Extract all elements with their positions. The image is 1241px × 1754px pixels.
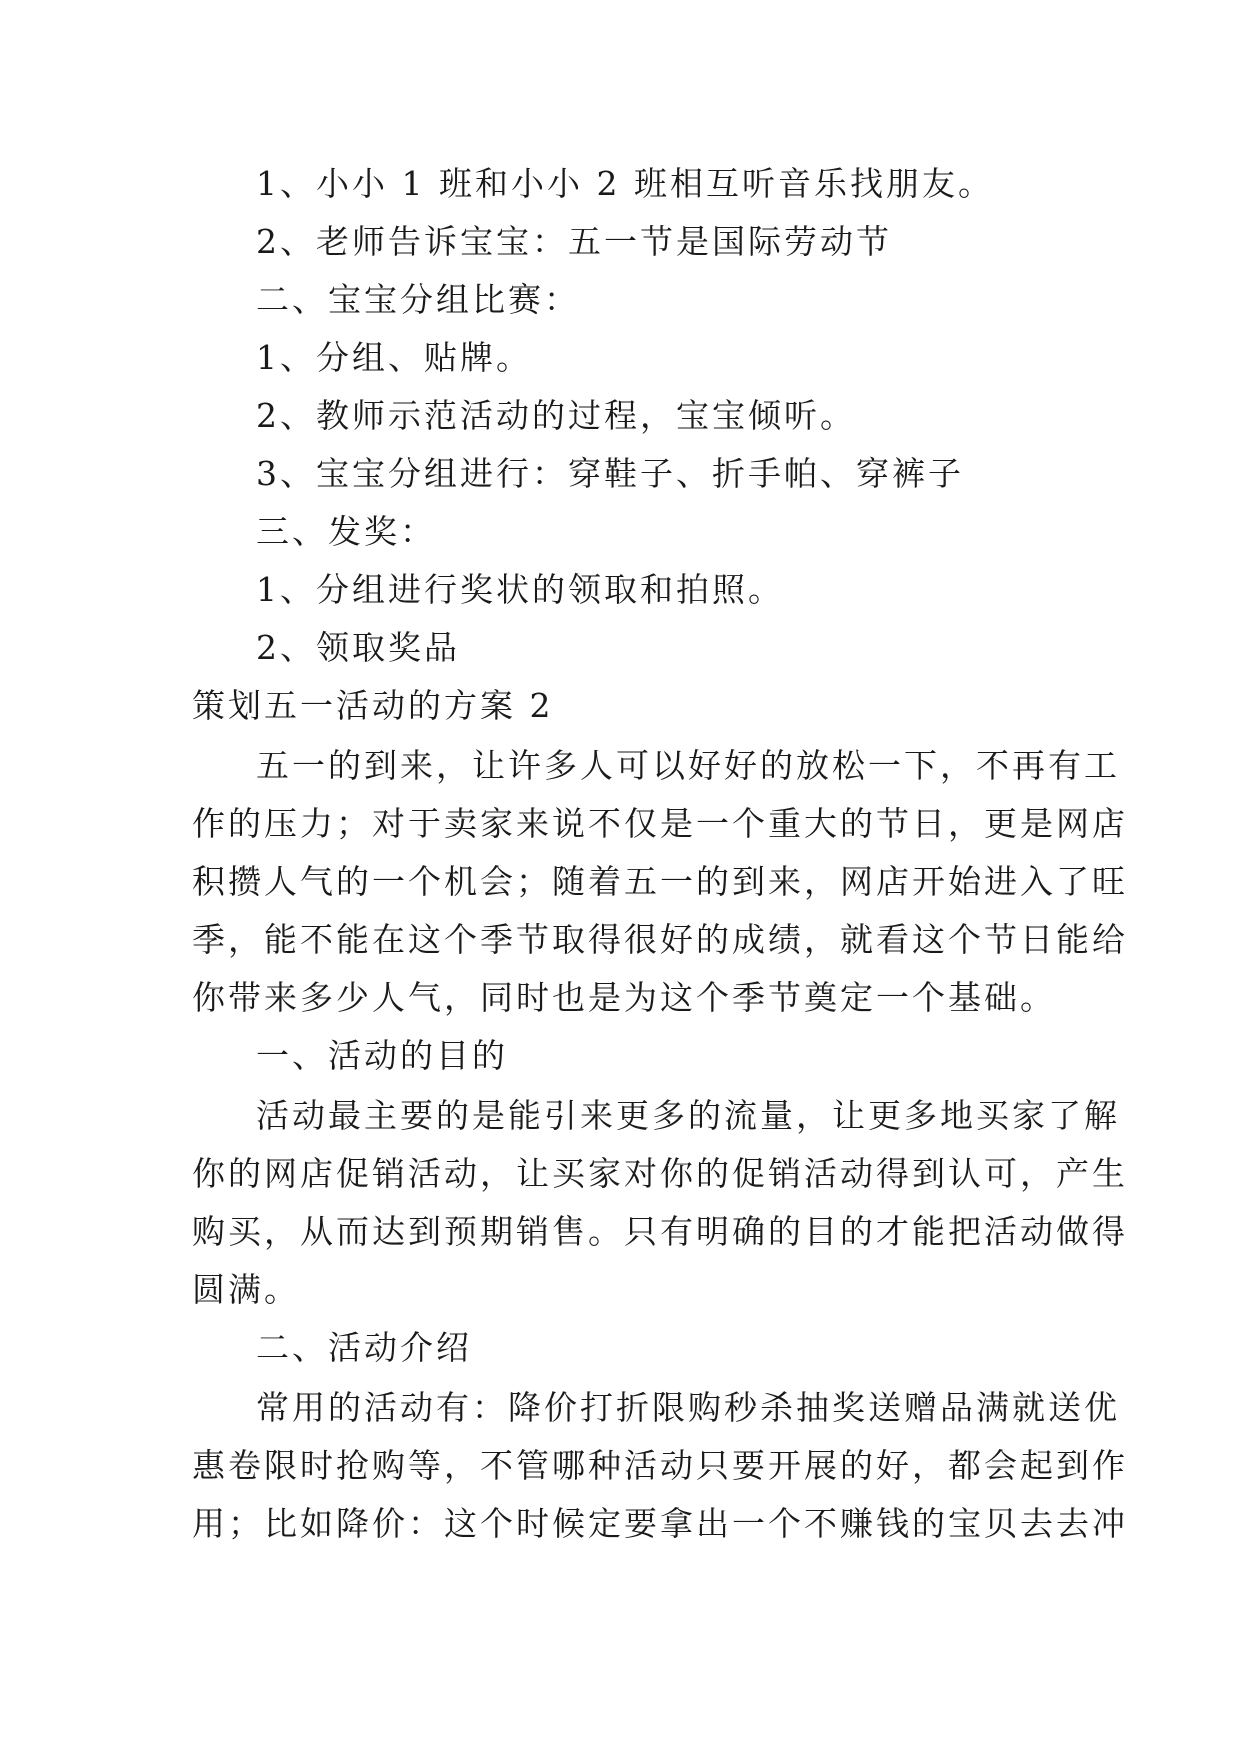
list-item: 2、老师告诉宝宝：五一节是国际劳动节 xyxy=(256,222,892,261)
paragraph-line: 你的网店促销活动，让买家对你的促销活动得到认可，产生 xyxy=(192,1154,1128,1193)
list-item: 1、分组进行奖状的领取和拍照。 xyxy=(256,570,784,609)
paragraph-line: 圆满。 xyxy=(192,1270,300,1309)
paragraph-line: 惠卷限时抢购等，不管哪种活动只要开展的好，都会起到作 xyxy=(192,1446,1128,1485)
paragraph-line: 季，能不能在这个季节取得很好的成绩，就看这个节日能给 xyxy=(192,920,1128,959)
paragraph-line: 五一的到来，让许多人可以好好的放松一下，不再有工 xyxy=(256,746,1120,785)
paragraph-line: 用；比如降价：这个时候定要拿出一个不赚钱的宝贝去去冲 xyxy=(192,1504,1128,1543)
paragraph-line: 购买，从而达到预期销售。只有明确的目的才能把活动做得 xyxy=(192,1212,1128,1251)
list-item: 1、分组、贴牌。 xyxy=(256,338,532,377)
list-item: 3、宝宝分组进行：穿鞋子、折手帕、穿裤子 xyxy=(256,454,964,493)
section-heading: 三、发奖： xyxy=(256,512,436,551)
paragraph-line: 活动最主要的是能引来更多的流量，让更多地买家了解 xyxy=(256,1096,1120,1135)
section-heading: 二、活动介绍 xyxy=(256,1328,472,1367)
list-item: 1、小小 1 班和小小 2 班相互听音乐找朋友。 xyxy=(256,164,994,203)
section-heading: 二、宝宝分组比赛： xyxy=(256,280,580,319)
paragraph-line: 常用的活动有：降价打折限购秒杀抽奖送赠品满就送优 xyxy=(256,1388,1120,1427)
list-item: 2、领取奖品 xyxy=(256,628,460,667)
section-heading: 一、活动的目的 xyxy=(256,1036,508,1075)
document-title: 策划五一活动的方案 2 xyxy=(192,686,554,725)
paragraph-line: 积攒人气的一个机会；随着五一的到来，网店开始进入了旺 xyxy=(192,862,1128,901)
paragraph-line: 你带来多少人气，同时也是为这个季节奠定一个基础。 xyxy=(192,978,1056,1017)
paragraph-line: 作的压力；对于卖家来说不仅是一个重大的节日，更是网店 xyxy=(192,804,1128,843)
list-item: 2、教师示范活动的过程，宝宝倾听。 xyxy=(256,396,856,435)
